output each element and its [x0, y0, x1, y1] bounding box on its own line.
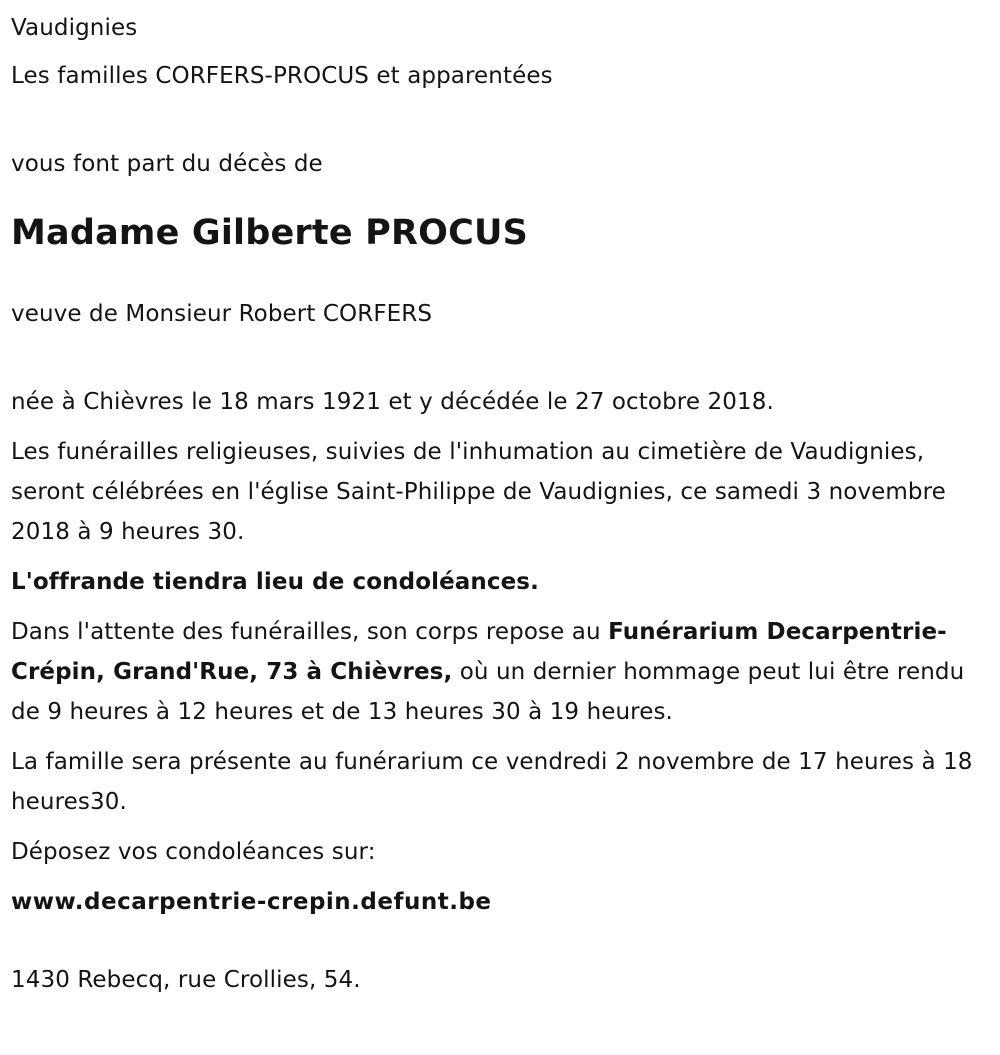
- condolences-website-link[interactable]: www.decarpentrie-crepin.defunt.be: [11, 889, 492, 915]
- condolences-label: Déposez vos condoléances sur:: [11, 839, 376, 865]
- birth-death-line: née à Chièvres le 18 mars 1921 et y décédée le 27 octobre 2018.: [11, 389, 774, 415]
- funeral-details: Les funérailles religieuses, suivies de l'inhumation au cimetière de Vaudignies, seront célébrées en l'église Saint-Philippe de Vaudignies, ce samedi 3 novembre 2018 à 9 heures 30.: [11, 439, 946, 545]
- funeral-home-address: 1430 Rebecq, rue Crollies, 54.: [11, 967, 361, 993]
- resting-prefix: Dans l'attente des funérailles, son corps repose au: [11, 619, 609, 645]
- deceased-name: Madame Gilberte PROCUS: [11, 213, 529, 253]
- families-line: Les familles CORFERS-PROCUS et apparentées: [11, 63, 553, 89]
- resting-details: [11, 612, 988, 732]
- family-presence: La famille sera présente au funérarium ce vendredi 2 novembre de 17 heures à 18 heures30.: [11, 749, 973, 815]
- resting-suffix: où un dernier hommage peut lui être rendu de 9 heures à 12 heures et de 13 heures 30 à 19 heures.: [11, 659, 965, 725]
- offering-note: L'offrande tiendra lieu de condoléances.: [11, 569, 539, 595]
- funeral-home-name: Funérarium Decarpentrie-Crépin, Grand'Rue, 73 à Chièvres,: [11, 619, 947, 685]
- announcement-line: vous font part du décès de: [11, 151, 323, 177]
- town-name: Vaudignies: [11, 15, 138, 41]
- spouse-line: veuve de Monsieur Robert CORFERS: [11, 301, 433, 327]
